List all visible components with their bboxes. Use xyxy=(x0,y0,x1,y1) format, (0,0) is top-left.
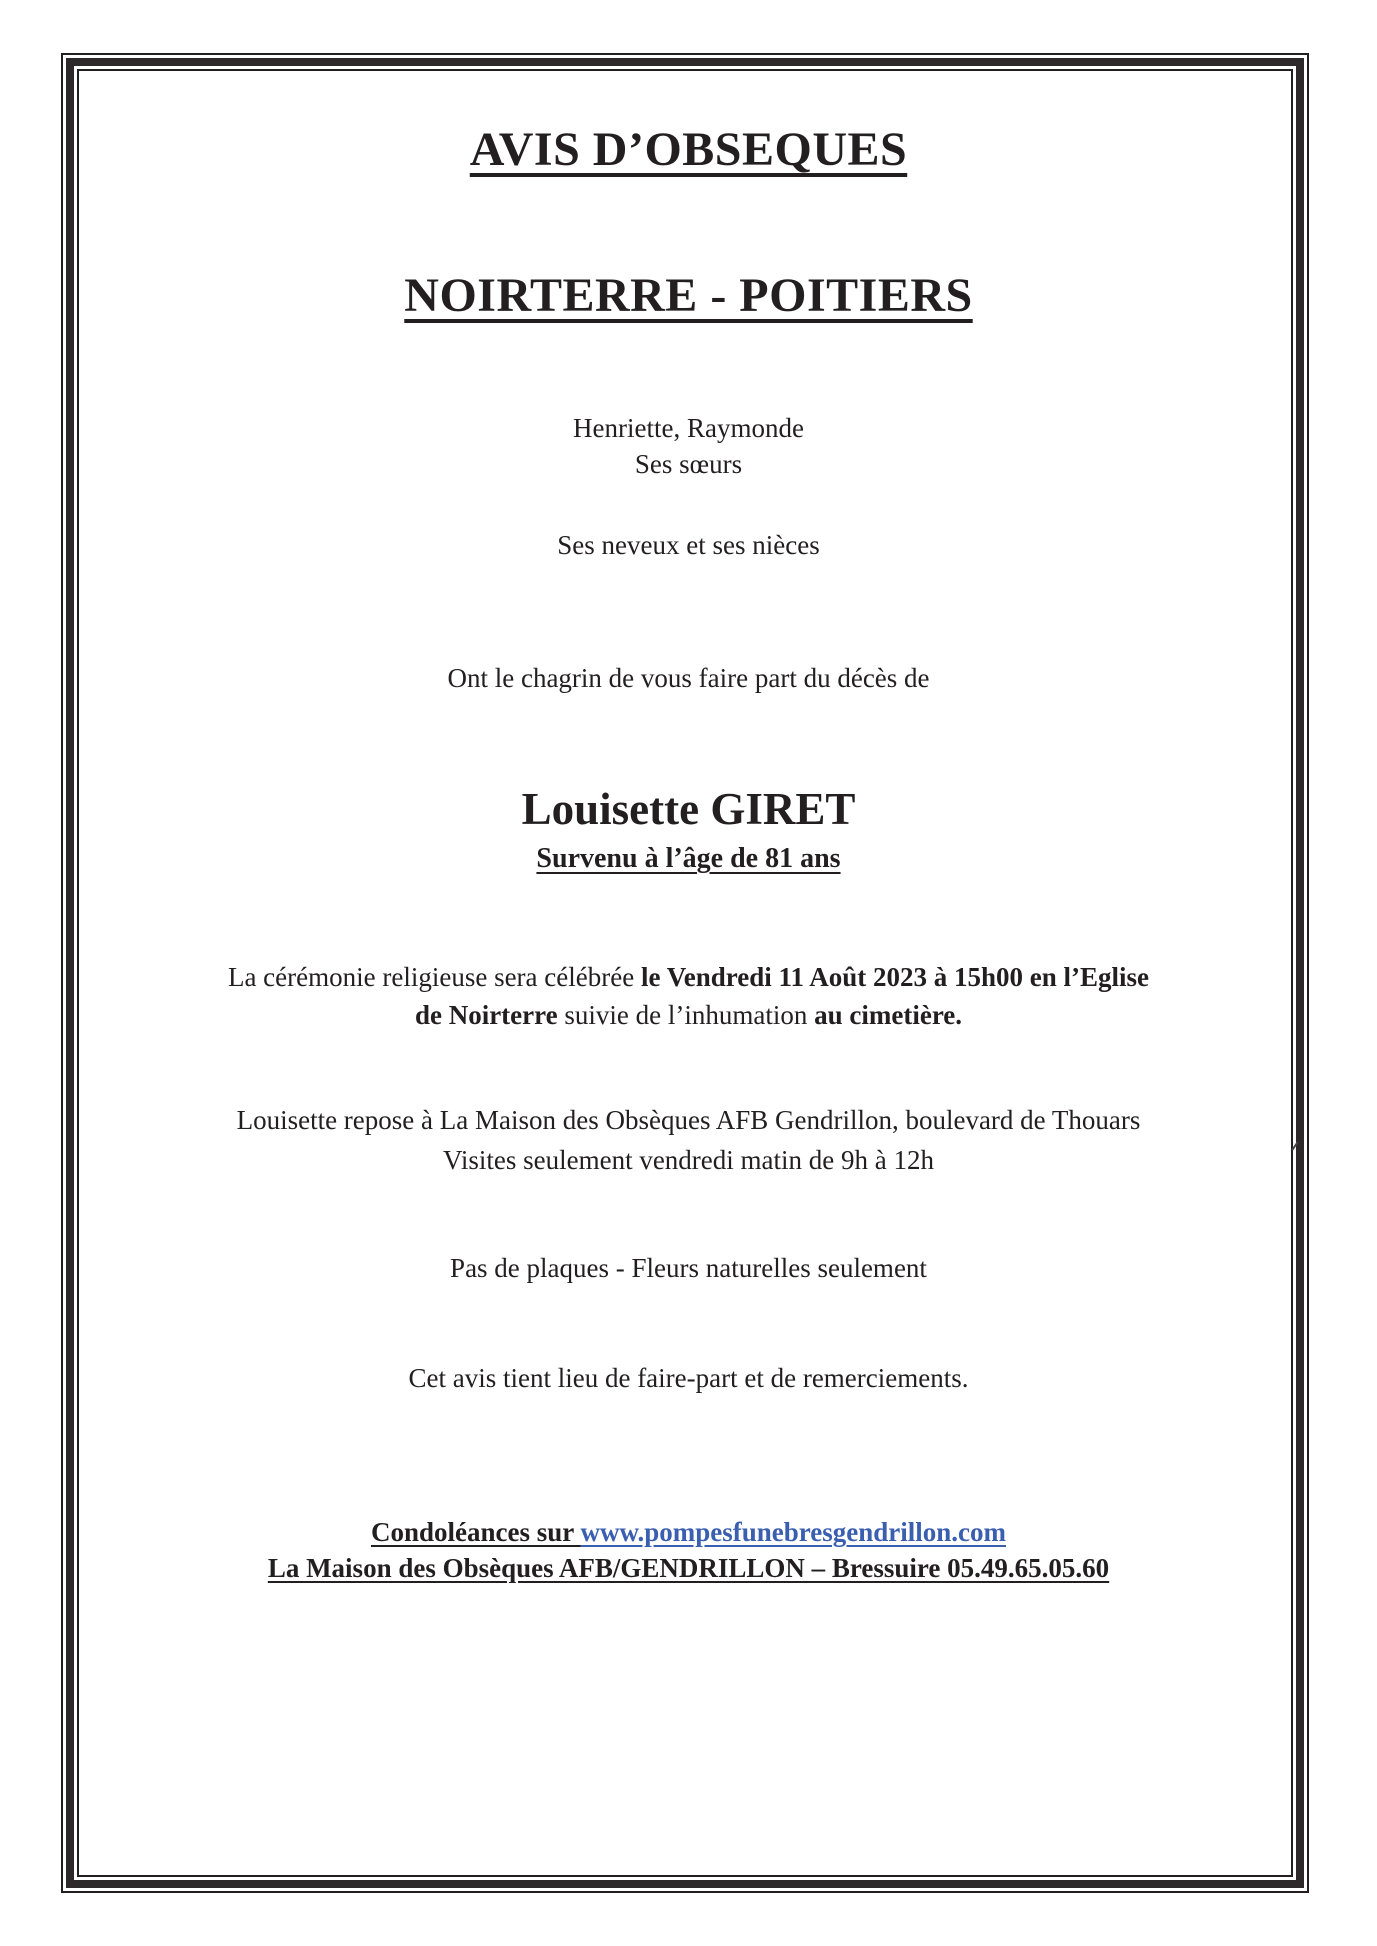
ceremony-cemetery: au cimetière. xyxy=(814,1000,963,1030)
ceremony-church-name: de Noirterre xyxy=(414,1000,558,1030)
family-line-1: Henriette, Raymonde xyxy=(573,413,804,443)
ceremony-text-regular: La cérémonie religieuse sera célébrée xyxy=(227,962,641,992)
announcement-line: Ont le chagrin de vous faire part du décès de xyxy=(447,663,930,693)
ceremony-date-place: le Vendredi 11 Août 2023 à 15h00 en l’Eglise xyxy=(640,962,1150,992)
flowers-line: Pas de plaques - Fleurs naturelles seulement xyxy=(450,1253,927,1283)
ceremony-burial-text: suivie de l’inhumation xyxy=(557,1000,815,1030)
funeral-home-line xyxy=(0,1553,1377,1584)
deceased-name: Louisette GIRET xyxy=(521,784,856,834)
condolences-website-link[interactable]: www.pompesfunebresgendrillon.com xyxy=(580,1517,1007,1547)
family-line-2: Ses sœurs xyxy=(634,449,743,479)
notice-title xyxy=(0,122,1377,177)
location-heading-text: NOIRTERRE - POITIERS xyxy=(404,269,973,322)
visits-line: Visites seulement vendredi matin de 9h à 12h xyxy=(442,1145,934,1175)
family-line-3: Ses neveux et ses nièces xyxy=(557,530,820,560)
funeral-home-contact: La Maison des Obsèques AFB/GENDRILLON – Bressuire 05.49.65.05.60 xyxy=(267,1553,1110,1583)
notice-title-text: AVIS D’OBSEQUES xyxy=(469,123,908,176)
age-line-text: Survenu à l’âge de 81 ans xyxy=(536,843,841,874)
repose-line: Louisette repose à La Maison des Obsèques AFB Gendrillon, boulevard de Thouars xyxy=(236,1105,1141,1135)
location-heading xyxy=(0,268,1377,323)
thanks-line: Cet avis tient lieu de faire-part et de remerciements. xyxy=(408,1363,969,1393)
ceremony-line-1 xyxy=(0,962,1377,993)
condolences-label: Condoléances sur xyxy=(370,1517,581,1547)
age-line xyxy=(0,843,1377,875)
ceremony-line-2 xyxy=(0,1000,1377,1031)
condolences-line xyxy=(0,1517,1377,1548)
